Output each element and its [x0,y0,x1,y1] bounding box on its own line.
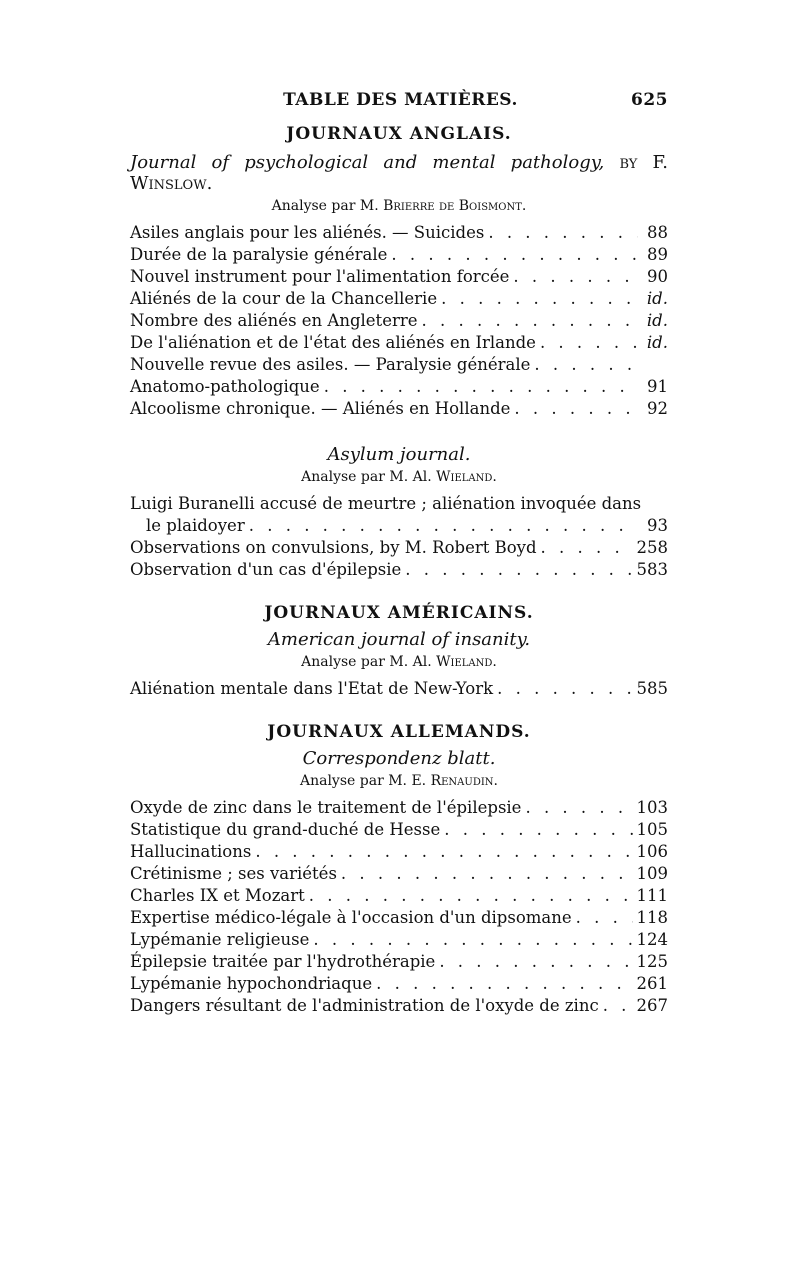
toc-entry[interactable] [130,841,668,863]
entry-page: 118 [636,908,668,927]
entry-label: Anatomo-pathologique [130,377,320,396]
analyse-name: Renaudin. [430,773,498,789]
entry-page: 585 [636,679,668,698]
leader-dots [541,537,633,559]
toc-entry[interactable] [130,678,668,700]
analyse-name: Wieland. [436,469,497,485]
leader-dots [540,332,638,354]
journal-title-american: American journal of insanity. [267,629,531,650]
entry-label: Aliénation mentale dans l'Etat de New-York [130,679,494,698]
entry-label: Observations on convulsions, by M. Robert Boyd [130,538,537,557]
leader-dots [341,863,633,885]
toc-entry[interactable] [130,398,668,420]
entry-page: 92 [647,399,668,418]
toc-entry[interactable] [130,376,668,398]
entry-page: 125 [636,952,668,971]
leader-dots [391,244,638,266]
entry-page: id. [646,289,668,308]
entry-page: 88 [647,223,668,242]
entry-label: Durée de la paralysie générale [130,245,388,264]
leader-dots [324,376,638,398]
entry-list-americains [130,678,668,700]
entry-label: Nouvelle revue des asiles. — Paralysie générale [130,355,531,374]
leader-dots [603,995,633,1017]
analyse-prefix: Analyse par M. E. [299,773,427,789]
journal-title-correspondenz: Correspondenz blatt. [302,748,496,769]
running-title: TABLE DES MATIÈRES. [283,90,518,110]
leader-dots [488,222,638,244]
journal-title-psychological [130,152,668,194]
leader-dots [405,559,632,581]
entry-label: Crétinisme ; ses variétés [130,864,337,883]
entry-page: 105 [636,820,668,839]
toc-entry[interactable] [130,885,668,907]
toc-entry[interactable] [130,266,668,288]
page-number: 625 [631,90,668,110]
entry-list-anglais-1 [130,222,668,420]
entry-page: 106 [636,842,668,861]
entry-label: Nouvel instrument pour l'alimentation forcée [130,267,510,286]
entry-page: 261 [636,974,668,993]
leader-dots [514,398,638,420]
entry-page: 93 [647,516,668,535]
leader-dots [576,907,633,929]
analyse-line [130,654,668,670]
entry-label: Expertise médico-légale à l'occasion d'un dipsomane [130,908,572,927]
toc-entry[interactable] [130,288,668,310]
toc-entry[interactable] [130,354,668,376]
entry-page: 103 [636,798,668,817]
entry-label: Charles IX et Mozart [130,886,305,905]
entry-label: Lypémanie religieuse [130,930,310,949]
entry-page: 267 [636,996,668,1015]
entry-page: id. [646,311,668,330]
toc-entry[interactable] [130,973,668,995]
analyse-line [130,469,668,485]
toc-entry[interactable] [130,797,668,819]
analyse-name: Wieland. [436,654,497,670]
entry-label: le plaidoyer [146,516,245,535]
leader-dots [497,678,632,700]
toc-entry[interactable] [130,929,668,951]
leader-dots [534,354,638,376]
entry-label: Alcoolisme chronique. — Aliénés en Hollande [130,399,511,418]
leader-dots [422,310,639,332]
entry-page: 124 [636,930,668,949]
toc-entry[interactable] [130,222,668,244]
entry-page: 583 [636,560,668,579]
leader-dots [249,515,638,537]
section-heading-anglais: JOURNAUX ANGLAIS. [286,124,512,144]
analyse-prefix: Analyse par M. [271,198,379,214]
leader-dots [444,819,632,841]
entry-page: 91 [647,377,668,396]
entry-page: 90 [647,267,668,286]
section-heading-allemands: JOURNAUX ALLEMANDS. [267,722,531,742]
entry-page: 258 [636,538,668,557]
journal-title-asylum: Asylum journal. [327,444,471,465]
running-head [130,90,668,110]
page [130,90,668,1017]
entry-label: Statistique du grand-duché de Hesse [130,820,441,839]
entry-label: Lypémanie hypochondriaque [130,974,373,993]
toc-entry[interactable] [130,537,668,559]
toc-entry[interactable] [130,332,668,354]
journal-title-text: Journal of psychological and mental pathology, [130,152,605,173]
leader-dots [376,973,632,995]
analyse-line [130,773,668,789]
leader-dots [525,797,632,819]
section-heading-americains: JOURNAUX AMÉRICAINS. [264,603,534,623]
toc-entry[interactable] [130,951,668,973]
toc-entry[interactable] [130,907,668,929]
entry-label: Observation d'un cas d'épilepsie [130,560,402,579]
analyse-line [130,198,668,214]
entry-label: Aliénés de la cour de la Chancellerie [130,289,438,308]
toc-entry[interactable] [130,559,668,581]
leader-dots [441,288,638,310]
journal-author: by F. Winslow. [130,152,668,194]
leader-dots [313,929,632,951]
entry-label: Oxyde de zinc dans le traitement de l'épilepsie [130,798,522,817]
analyse-prefix: Analyse par M. Al. [301,654,432,670]
entry-label: Épilepsie traitée par l'hydrothérapie [130,952,436,971]
leader-dots [439,951,632,973]
entry-label: Dangers résultant de l'administration de l'oxyde de zinc [130,996,599,1015]
entry-list-anglais-2 [130,493,668,581]
leader-dots [309,885,633,907]
entry-label: De l'aliénation et de l'état des aliénés en Irlande [130,333,536,352]
toc-entry[interactable] [130,515,668,537]
analyse-name: Brierre de Boismont. [383,198,527,214]
toc-entry[interactable] [130,995,668,1017]
toc-entry-wrap-line1[interactable]: Luigi Buranelli accusé de meurtre ; aliénation invoquée dans [130,494,642,513]
toc-entry[interactable] [130,819,668,841]
entry-page: 109 [636,864,668,883]
toc-entry[interactable] [130,244,668,266]
entry-label: Nombre des aliénés en Angleterre [130,311,418,330]
entry-label: Asiles anglais pour les aliénés. — Suicides [130,223,485,242]
leader-dots [255,841,632,863]
toc-entry[interactable] [130,863,668,885]
entry-label: Hallucinations [130,842,252,861]
entry-page: 89 [647,245,668,264]
toc-entry[interactable] [130,310,668,332]
analyse-prefix: Analyse par M. Al. [301,469,432,485]
entry-page: id. [646,333,668,352]
entry-page: 111 [636,886,668,905]
entry-list-allemands [130,797,668,1017]
leader-dots [513,266,638,288]
